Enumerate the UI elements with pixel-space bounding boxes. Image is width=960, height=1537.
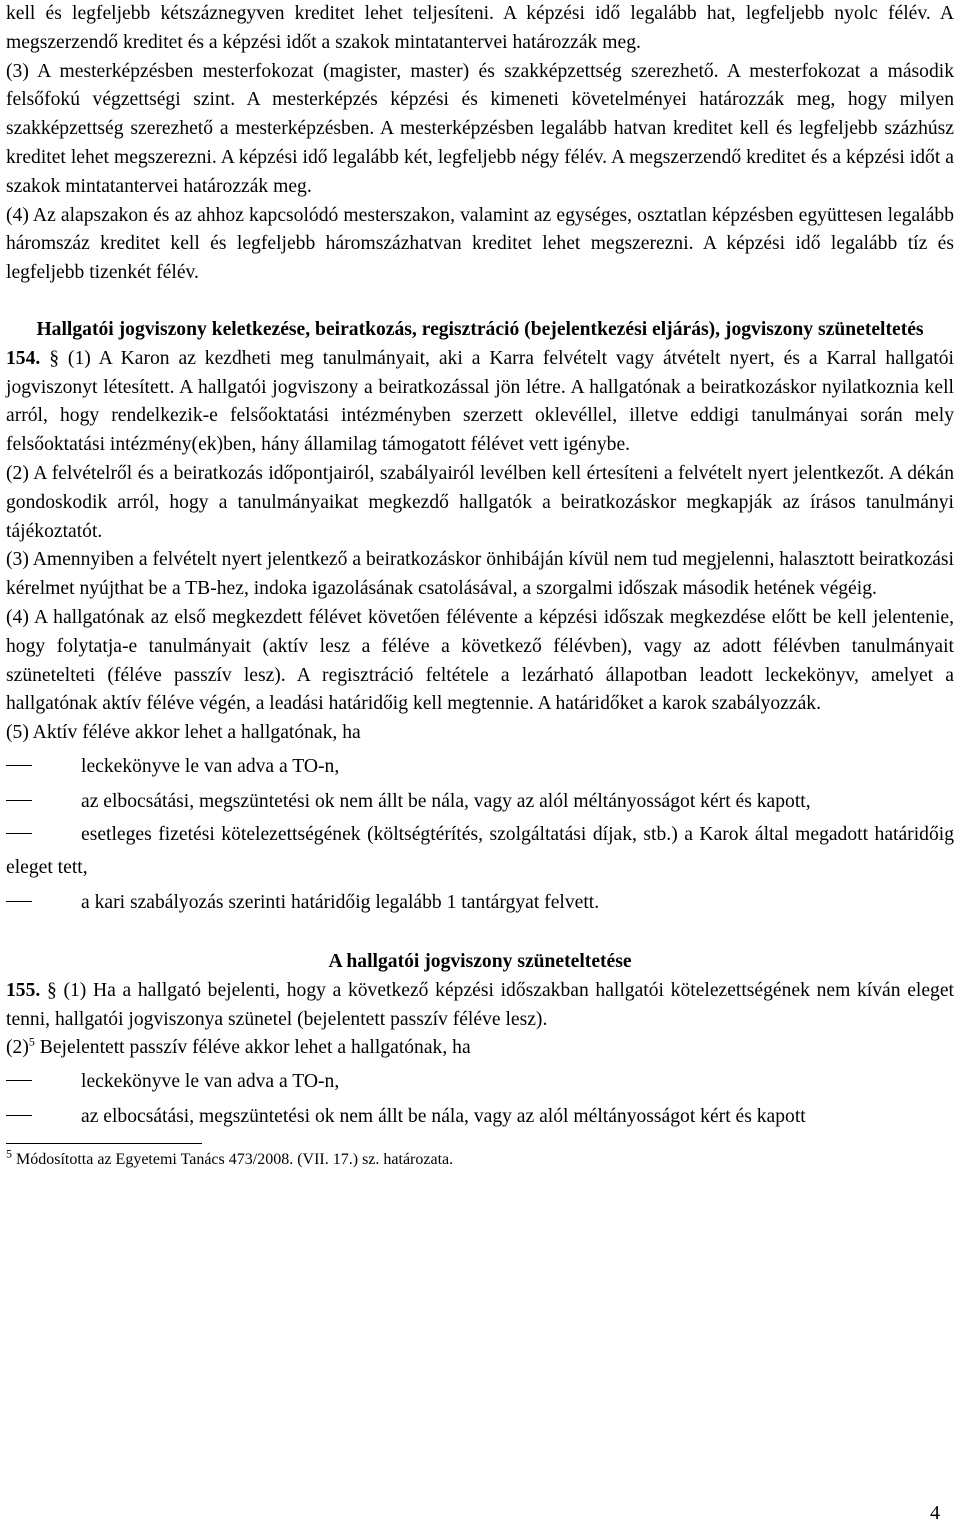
dash-bullet-icon [6,818,81,851]
section-number: 154. [6,347,41,369]
paragraph-155-2: $(2)^5$ Bejelentett passzív féléve akkor lehet a hallgatónak, ha [6,1034,471,1059]
paragraph-155-1: 155. § (1) Ha a hallgató bejelenti, hogy a következő képzési időszakban hallgatói kötelezettségének nem kíván eleget tenni, hallgatói jogviszonya szünetel (bejelentett passzív féléve lesz). [6,979,954,1030]
section-heading-155: A hallgatói jogviszony szüneteltetése [328,950,632,972]
section-sign-icon: § [49,347,60,369]
page-number: 4 [930,1502,940,1524]
dash-bullet-icon [6,1063,81,1100]
list-item: az elbocsátási, megszüntetési ok nem állt be nála, vagy az alól méltányosságot kért és kapott [6,1100,954,1133]
list-item: leckekönyve le van adva a TO-n, [6,1063,954,1100]
paragraph-intro-1: kell és legfeljebb kétszáznegyven kreditet lehet teljesíteni. A képzési idő legalább hat, legfeljebb nyolc félév. A megszerzendő kreditet és a képzési időt a szakok mintatantervei határozzák meg. [6,3,954,53]
paragraph-154-3: (3) Amennyiben a felvételt nyert jelentkező a beiratkozáskor önhibáján kívül nem tud megjelenni, halasztott beiratkozási kérelmet nyújthat be a TB-hez, indoka igazolásának csatolásával, a szorgalmi időszak második hetének végéig. [6,549,954,600]
section-number: 155. [6,979,41,1001]
footnote: $^5$ Módosította az Egyetemi Tanács 473/2008. (VII. 17.) sz. határozata. [6,1146,454,1169]
dash-bullet-icon [6,785,81,818]
dash-bullet-icon [6,884,81,921]
paragraph-154-1: 154. § (1) A Karon az kezdheti meg tanulmányait, aki a Karra felvételt vagy átvételt nyert, és a Karral hallgatói jogviszonyt létesített. A hallgatói jogviszony a beiratkozással jön létre. A hallgatónak a beiratkozáskor nyilatkoznia kell arról, hogy rendelkezik-e felsőoktatási intézményben szerzett oklevéllel, illetve eddigi tanulmányai során mely felsőoktatási intézmény(ek)ben, hány államilag támogatott félévet vett igénybe. [6,347,954,456]
section-heading-154: Hallgatói jogviszony keletkezése, beiratkozás, regisztráció (bejelentkezési eljárás), jogviszony szüneteltetés [36,318,924,340]
document-page [6,0,954,1170]
footnote-divider [6,1143,202,1144]
footnote-reference[interactable]: 5 [28,1034,35,1049]
dash-bullet-icon [6,748,81,785]
footnote-mark: 5 [6,1146,12,1161]
paragraph-154-2: (2) A felvételről és a beiratkozás időpontjairól, szabályairól levélben kell értesíteni a felvételt nyert jelentkezőt. A dékán gondoskodik arról, hogy a tanulmányaikat megkezdő hallgatók a beiratkozáskor megkapják az írásos tanulmányi tájékoztatót. [6,462,954,542]
list-item: az elbocsátási, megszüntetési ok nem állt be nála, vagy az alól méltányosságot kért és kapott, [6,785,954,818]
section-sign-icon: § [46,979,57,1001]
paragraph-154-4: (4) A hallgatónak az első megkezdett félévet követően félévente a képzési időszak megkezdése előtt be kell jelentenie, hogy folytatja-e tanulmányait (aktív lesz a féléve a következő félévben), vagy az adott félévben tanulmányait szünetelteti (féléve passzív lesz). A regisztráció feltétele a lezárható állapotban leadott leckekönyv, amelyet a hallgatónak aktív féléve végén, a leadási határidőig kell megtennie. A határidőket a karok szabályozzák. [6,606,954,715]
dash-bullet-icon [6,1100,81,1133]
paragraph-intro-2: (3) A mesterképzésben mesterfokozat (magister, master) és szakképzettség szerezhető. A mesterfokozat a második felsőfokú végzettségi szint. A mesterképzés képzési és kimeneti követelményei határozzák meg, hogy milyen szakképzettség szerezhető a mesterképzésben. A mesterképzésben legalább hatvan kreditet kell és legfeljebb százhúsz kreditet lehet megszerezni. A képzési idő legalább két, legfeljebb négy félév. A megszerzendő kreditet és a képzési időt a szakok mintatantervei határozzák meg. [6,60,954,197]
paragraph-154-5: (5) Aktív féléve akkor lehet a hallgatónak, ha [6,722,361,744]
list-item: leckekönyve le van adva a TO-n, [6,748,954,785]
list-item: a kari szabályozás szerinti határidőig legalább 1 tantárgyat felvett. [6,884,954,921]
list-item: esetleges fizetési kötelezettségének (költségtérítés, szolgáltatási díjak, stb.) a Karok által megadott határidőig eleget tett, [6,818,954,884]
paragraph-intro-3: (4) Az alapszakon és az ahhoz kapcsolódó mesterszakon, valamint az egységes, osztatlan képzésben együttesen legalább háromszáz kreditet kell és legfeljebb háromszázhatvan kreditet lehet megszerezni. A képzési idő legalább tíz és legfeljebb tizenkét félév. [6,204,954,284]
